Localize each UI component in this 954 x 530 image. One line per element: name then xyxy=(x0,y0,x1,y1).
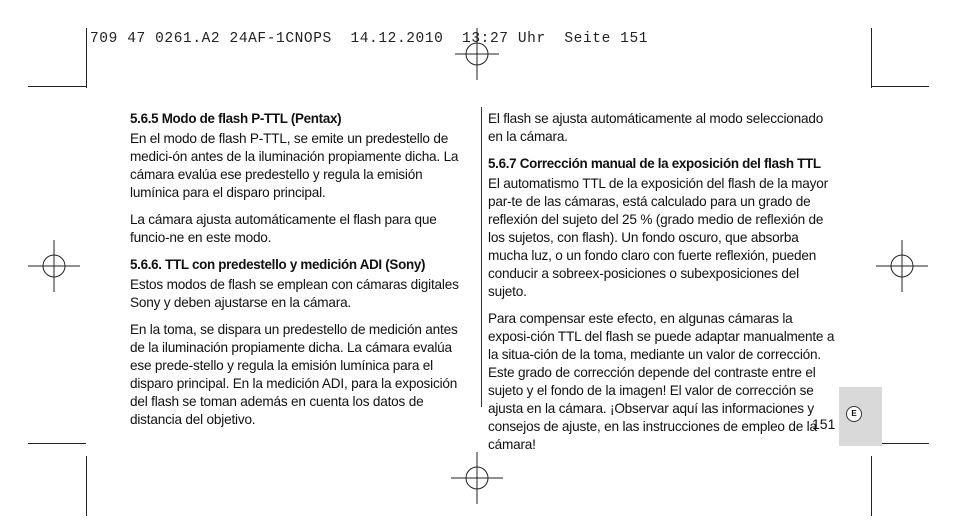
crop-mark xyxy=(871,86,929,87)
registration-mark-right xyxy=(876,240,928,292)
section-heading-correction: 5.6.7 Corrección manual de la exposición del flash TTL xyxy=(488,156,821,171)
crop-mark xyxy=(86,456,87,516)
right-column xyxy=(488,110,836,463)
section-heading-adi: 5.6.6. TTL con predestello y medición ADI (Sony) xyxy=(130,257,426,272)
crop-mark xyxy=(28,86,86,87)
paragraph: La cámara ajusta automáticamente el flash para que funcio-ne en este modo. xyxy=(130,212,437,245)
crop-mark xyxy=(871,28,872,88)
registration-mark-top xyxy=(451,28,503,80)
crop-mark xyxy=(28,443,86,444)
print-slug: 709 47 0261.A2 24AF-1CNOPS 14.12.2010 13:27 Uhr Seite 151 xyxy=(90,31,649,47)
paragraph: El automatismo TTL de la exposición del flash de la mayor par-te de las cámaras, está calculado para un grado de reflexión del sujeto del 25 % (grado medio de reflexión de los sujetos, con flash). Un fondo oscuro, que absorba mucha luz, o un fondo claro con fuerte reflexión, pueden conducir a sobreex-posiciones o subexposiciones del sujeto. xyxy=(488,176,828,299)
crop-mark xyxy=(86,28,87,88)
paragraph: En la toma, se dispara un predestello de medición antes de la iluminación propiamente dicha. La cámara evalúa ese prede-stello y regula la emisión lumínica para el disparo principal. En la medición ADI, para la exposición del flash se toman además en cuenta los datos de distancia del objetivo. xyxy=(130,322,458,427)
crop-mark xyxy=(871,456,872,516)
column-divider xyxy=(481,107,482,407)
page-number: 151 xyxy=(812,416,836,432)
language-badge: E xyxy=(846,406,862,422)
section-heading-p-ttl: 5.6.5 Modo de flash P-TTL (Pentax) xyxy=(130,111,342,126)
paragraph: En el modo de flash P-TTL, se emite un predestello de medici-ón antes de la iluminación propiamente dicha. La cámara evalúa ese predestello y regula la emisión lumínica para el disparo principal. xyxy=(130,131,459,200)
paragraph: El flash se ajusta automáticamente al modo seleccionado en la cámara. xyxy=(488,111,824,144)
registration-mark-left xyxy=(28,240,80,292)
paragraph: Para compensar este efecto, en algunas cámaras la exposi-ción TTL del flash se puede adaptar manualmente a la situa-ción de la toma, mediante un valor de corrección. Este grado de corrección depende del contraste entre el sujeto y el fondo de la imagen! El valor de corrección se ajusta en la cámara. ¡Observar aquí las informaciones y consejos de ajuste, en las instrucciones de empleo de la cámara! xyxy=(488,311,835,452)
left-column xyxy=(130,110,473,438)
paragraph: Estos modos de flash se emplean con cámaras digitales Sony y deben ajustarse en la cámara. xyxy=(130,277,459,310)
